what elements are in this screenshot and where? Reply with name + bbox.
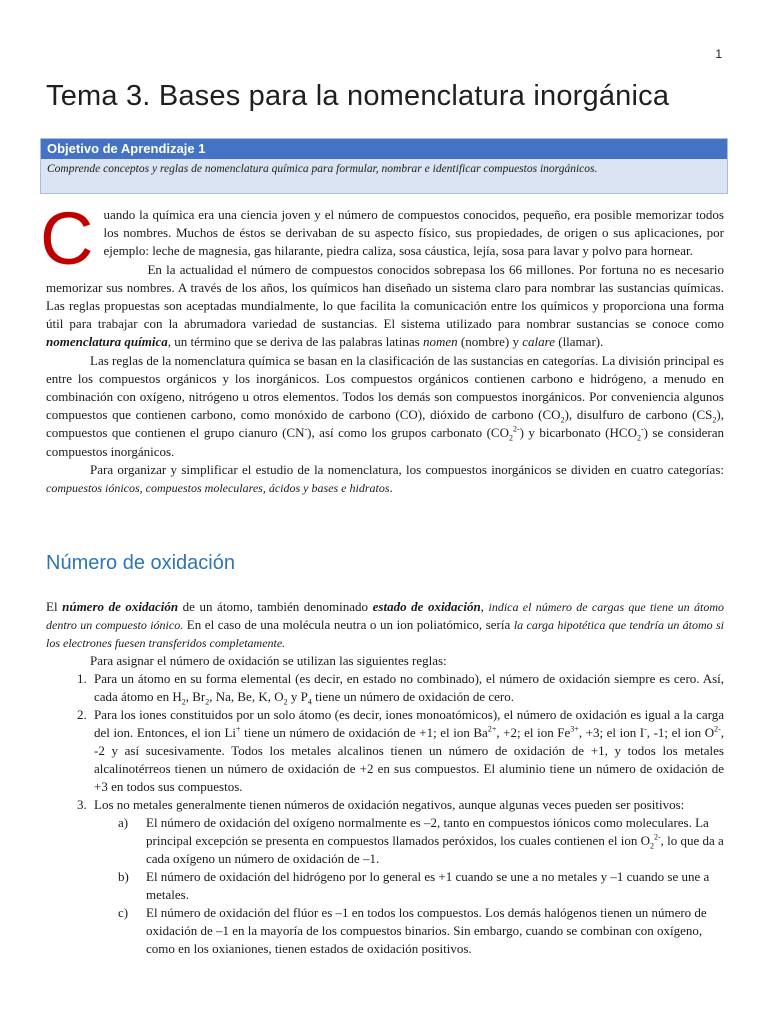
rule-3-sublist: [94, 814, 724, 958]
rule-3a: a) El número de oxidación del oxígeno normalmente es –2, tanto en compuestos iónicos como moleculares. La principal excepción se presenta en compuestos llamados peróxidos, los cuales contienen el ion $O_2^{2-}$, lo que da a cada oxígeno un número de oxidación de –1.: [118, 815, 724, 866]
rules-list: [46, 670, 724, 958]
rule-1: 1. Para un átomo en su forma elemental (es decir, en estado no combinado), el número de oxidación siempre es cero. Así, cada átomo en $H_2$, $Br_2$, Na, Be, K, $O_2$ y $P_4$ tiene un número de oxidación de cero.: [90, 670, 724, 706]
rule-3: 3. Los no metales generalmente tienen números de oxidación negativos, aunque algunas veces pueden ser positivos: a) El número de oxidación del oxígeno normalmente es –2, tanto en compuestos iónicos como moleculares. La principal excepción se presenta en compuestos llamados peróxidos, los cuales contienen el ion $O_2^{2-}$, lo que da a cada oxígeno un número de oxidación de –1. b) El número de oxidación del hidrógeno por lo general es +1 cuando se une a no metales y –1 cuando se une a metales. c) El número de oxidación del flúor es –1 en todos los compuestos. Los demás halógenos tienen un número de oxidación de –1 en la mayoría de los compuestos binarios. Sin embargo, cuando se combinan con oxígeno, como en los oxianiones, tienen estados de oxidación positivos.: [90, 796, 724, 958]
intro-paragraph-4: Para organizar y simplificar el estudio de la nomenclatura, los compuestos inorgánicos se dividen en cuatro categorías: compuestos iónicos, compuestos moleculares, ácidos y bases e hidratos.: [46, 461, 724, 496]
intro-paragraph-3: Las reglas de la nomenclatura química se basan en la clasificación de las sustancias en categorías. La división principal es entre los compuestos orgánicos y los inorgánicos. Los compuestos orgánicos contienen carbono e hidrógeno, a menudo en combinación con oxígeno, nitrógeno u otros elementos. Todos los demás son compuestos inorgánicos. Por conveniencia algunos compuestos que contienen carbono, como monóxido de carbono (CO), dióxido de carbono $(CO_2)$, disulfuro de carbono $(CS_2)$, compuestos que contienen el grupo cianuro (CN-), así como los grupos carbonato $(CO_2^{2-})$ y bicarbonato $(HCO_2^-)$ se consideran compuestos inorgánicos.: [46, 352, 725, 459]
rule-3c: c) El número de oxidación del flúor es –1 en todos los compuestos. Los demás halógenos tienen un número de oxidación de –1 en la mayoría de los compuestos binarios. Sin embargo, cuando se combinan con oxígeno, como en los oxianiones, tienen estados de oxidación positivos.: [118, 905, 707, 956]
drop-cap: C: [40, 197, 94, 280]
page-number: 1: [715, 47, 722, 61]
rule-2: 2. Para los iones constituidos por un solo átomo (es decir, iones monoatómicos), el número de oxidación es igual a la carga del ion. Entonces, el ion Li+ tiene un número de oxidación de +1; el ion $Ba^{2+}$, +2; el ion $Fe^{3+}$, +3; el ion I-, -1; el ion $O^{2-}$, -2 y así sucesivamente. Todos los metales alcalinos tienen un número de oxidación de +1, y todos los metales alcalinotérreos tienen un número de oxidación de +2 en sus compuestos. El aluminio tiene un número de oxidación de +3 en todos sus compuestos.: [90, 706, 724, 796]
oxidation-section: [46, 598, 724, 958]
section-title: Número de oxidación: [46, 552, 235, 574]
rule-3b: b) El número de oxidación del hidrógeno por lo general es +1 cuando se une a no metales y –1 cuando se une a metales.: [118, 869, 710, 902]
page-title: Tema 3. Bases para la nomenclatura inorgánica: [46, 80, 670, 112]
objective-text: Comprende conceptos y reglas de nomenclatura química para formular, nombrar e identificar compuestos inorgánicos.: [41, 159, 727, 193]
rules-intro: Para asignar el número de oxidación se utilizan las siguientes reglas:: [90, 653, 447, 668]
intro-section: [40, 197, 725, 497]
term-nomenclatura: nomenclatura química: [46, 334, 168, 350]
intro-paragraph-1: uando la química era una ciencia joven y el número de compuestos conocidos, pequeño, era posible memorizar todos los nombres. Muchos de éstos se derivaban de su aspecto físico, sus propiedades, de origen o sus aplicaciones, por ejemplo: leche de magnesia, gas hilarante, piedra caliza, sosa cáustica, lejía, sosa para lavar y polvo para hornear.: [103, 207, 724, 259]
objective-box: [40, 138, 728, 194]
intro-paragraph-2: En la actualidad el número de compuestos conocidos sobrepasa los 66 millones. Por fortuna no es necesario memorizar sus nombres. A través de los años, los químicos han diseñado un sistema claro para nombrar las sustancias químicas. Las reglas propuestas son aceptadas mundialmente, lo que facilita la comunicación entre los químicos y proporciona una forma útil para trabajar con la abrumadora variedad de sustancias. El sistema utilizado para nombrar sustancias se conoce como nomenclatura química, un término que se deriva de las palabras latinas nomen (nombre) y calare (llamar).: [46, 261, 724, 350]
oxidation-definition: El número de oxidación de un átomo, también denominado estado de oxidación, indica el número de cargas que tiene un átomo dentro un compuesto iónico. En el caso de una molécula neutra o un ion poliatómico, sería la carga hipotética que tendría un átomo si los electrones fuesen transferidos completamente.: [46, 599, 725, 650]
objective-heading: Objetivo de Aprendizaje 1: [41, 139, 727, 159]
